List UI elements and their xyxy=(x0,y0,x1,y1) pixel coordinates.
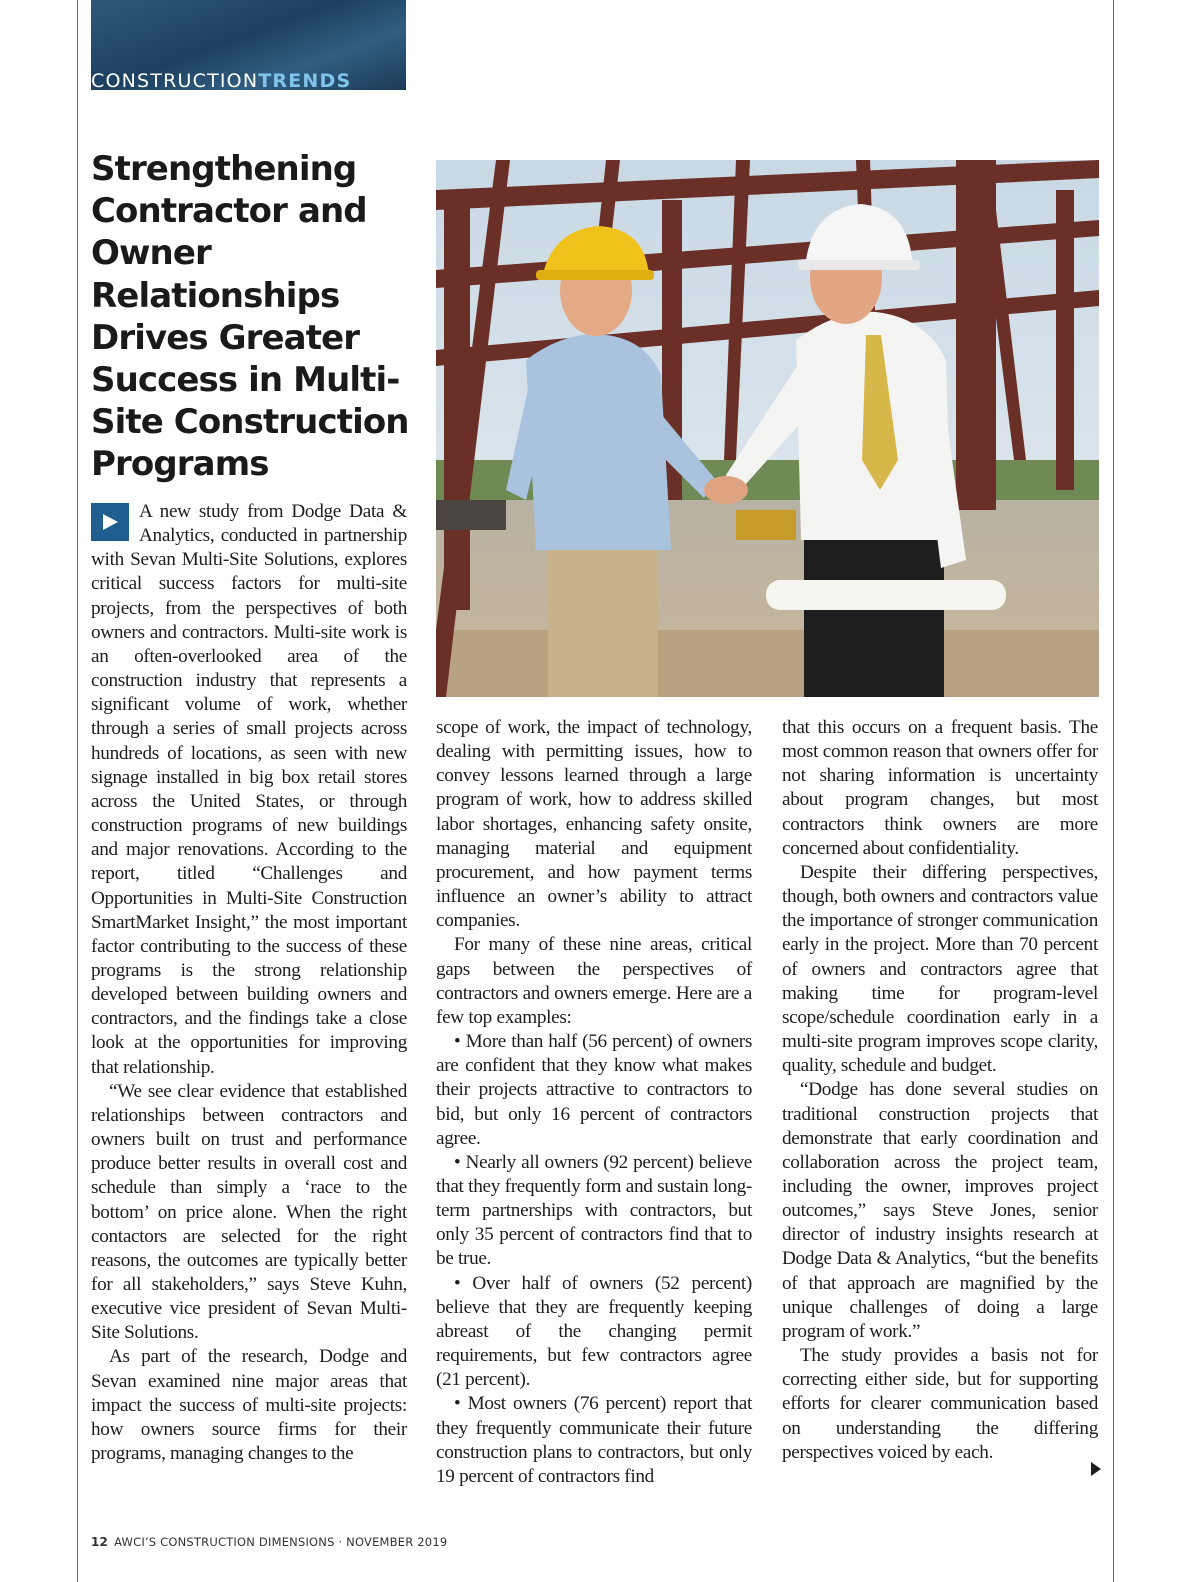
section-banner xyxy=(91,0,406,90)
end-of-article-arrow-icon xyxy=(1091,1462,1101,1481)
play-arrow-icon xyxy=(91,503,129,541)
article-column-2 xyxy=(436,716,752,1489)
bullet-partnerships: • Nearly all owners (92 percent) believe that they frequently form and sustain long-term partnerships with contractors, but only 35 percent of contractors find that to be true. xyxy=(436,1151,752,1270)
lead-paragraph-text: A new study from Dodge Data & Analytics, conducted in partnership with Sevan Multi-Site Solutions, explores critical success factors for multi-site projects, from the perspectives of both owners and contractors. Multi-site work is an often-overlooked area of the construction industry that represents a significant volume of work, whether through a series of small projects across hundreds of locations, as seen with new signage installed in big box retail stores across the United States, or through construction programs of new buildings and major renovations. According to the report, titled “Challenges and Opportunities in Multi-Site Construction SmartMarket Insight,” the most important factor contributing to the success of these programs is the strong relationship developed between building owners and contractors, and the findings take a close look at the opportunities for improving that relationship. xyxy=(91,501,407,1078)
bullet-attractive-projects: • More than half (56 percent) of owners are confident that they know what makes their projects attractive to contractors to bid, but only 16 percent of contractors agree. xyxy=(436,1031,752,1149)
handshake-photo xyxy=(436,160,1099,697)
frequency-paragraph: that this occurs on a frequent basis. The most common reason that owners offer for not sharing information is uncertainty about program changes, but most contractors think owners are more concerned about confidentiality. xyxy=(782,717,1098,859)
article-column-3 xyxy=(782,716,1098,1465)
jones-quote-paragraph: “Dodge has done several studies on traditional construction projects that demonstrate that early coordination and collaboration across the project team, including the owner, improves project outcomes,” says Steve Jones, senior director of industry insights research at Dodge Data & Analytics, “but the benefits of that approach are magnified by the unique challenges of doing a large program of work.” xyxy=(782,1079,1098,1342)
gaps-paragraph: For many of these nine areas, critical gaps between the perspectives of contractors and owners emerge. Here are a few top examples: xyxy=(436,934,752,1028)
kuhn-quote-paragraph: “We see clear evidence that established relationships between contractors and owners built on trust and performance produce better results in overall cost and schedule than simply a ‘race to the bottom’ on price alone. When the right contactors are selected for the right reasons, the outcomes are typically better for all stakeholders,” says Steve Kuhn, executive vice president of Sevan Multi-Site Solutions. xyxy=(91,1080,407,1344)
article-headline: Strengthening Contractor and Owner Relationships Drives Greater Success in Multi-Site Construction Programs xyxy=(91,149,409,485)
section-word-construction: CONSTRUCTION xyxy=(91,70,259,90)
bullet-future-plans: • Most owners (76 percent) report that they frequently communicate their future construction plans to contractors, but only 19 percent of contractors find xyxy=(436,1393,752,1487)
lead-paragraph xyxy=(91,500,407,1080)
section-label xyxy=(91,70,351,90)
bullet-permits: • Over half of owners (52 percent) believe that they are frequently keeping abreast of the changing permit requirements, but few contractors agree (21 percent). xyxy=(436,1272,752,1391)
research-paragraph: As part of the research, Dodge and Sevan examined nine major areas that impact the success of multi-site projects: how owners source firms for their programs, managing changes to the xyxy=(91,1346,407,1465)
conclusion-paragraph: The study provides a basis not for correcting either side, but for supporting efforts for clearer communication based on understanding the differing perspectives voiced by each. xyxy=(782,1345,1098,1463)
page-footer xyxy=(91,1535,447,1549)
communication-paragraph: Despite their differing perspectives, though, both owners and contractors value the importance of stronger communication early in the project. More than 70 percent of owners and contractors agree that making time for program-level scope/schedule coordination early in a multi-site program improves scope clarity, quality, schedule and budget. xyxy=(782,861,1098,1077)
section-word-trends: TRENDS xyxy=(258,70,352,90)
page-number: 12 xyxy=(91,1535,109,1549)
scope-paragraph: scope of work, the impact of technology, dealing with permitting issues, how to convey lessons learned through a large program of work, how to address skilled labor shortages, enhancing safety onsite, managing material and equipment procurement, and how payment terms influence an owner’s ability to attract companies. xyxy=(436,717,752,932)
left-margin-rule xyxy=(77,0,78,1582)
publication-line: AWCI’S CONSTRUCTION DIMENSIONS · NOVEMBER 2019 xyxy=(114,1535,448,1549)
article-column-1 xyxy=(91,500,407,1466)
right-margin-rule xyxy=(1113,0,1114,1582)
